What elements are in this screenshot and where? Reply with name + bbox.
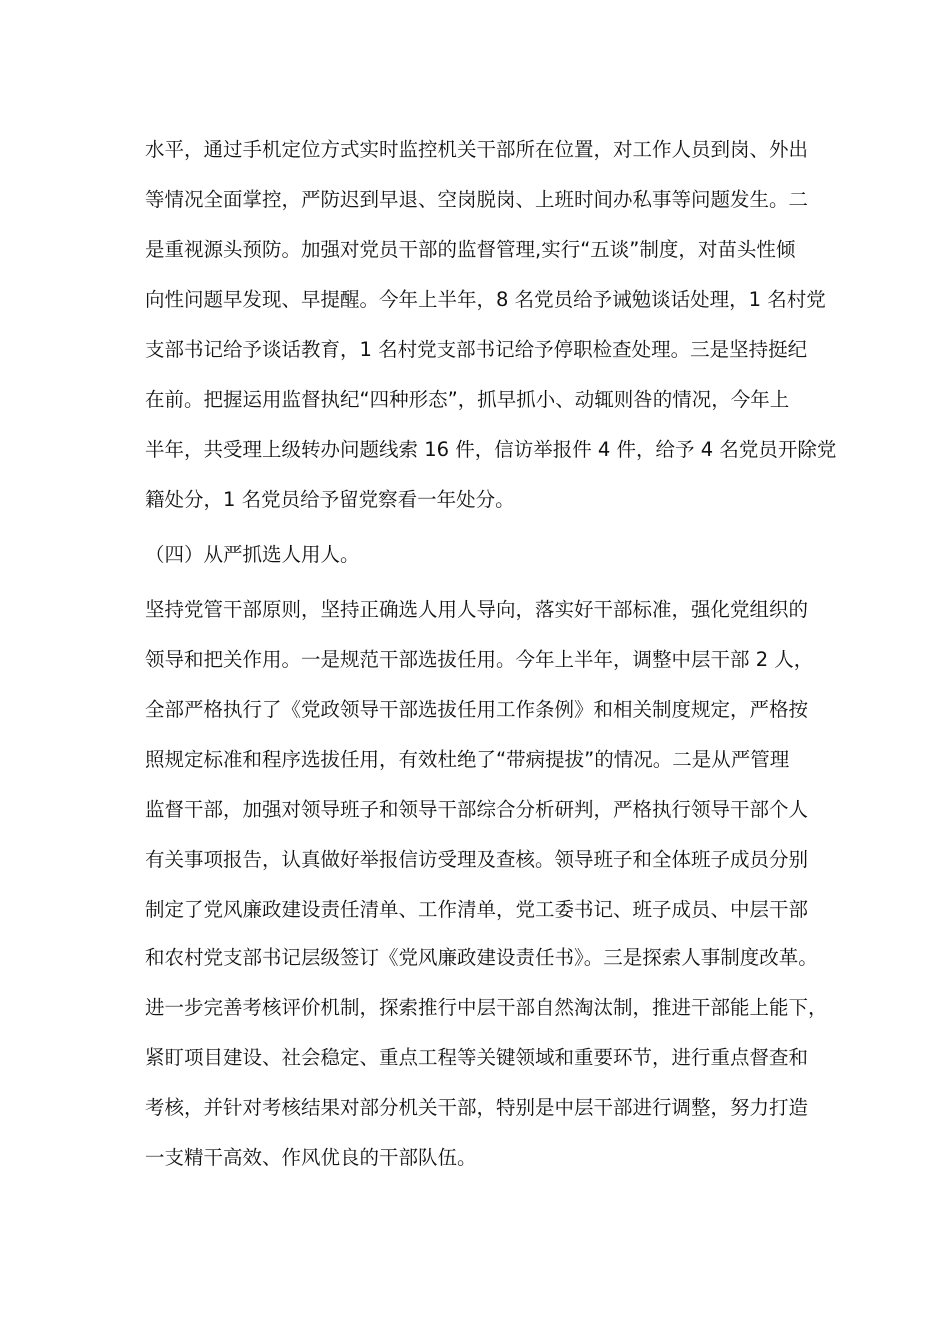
text-line: 支部书记给予谈话教育，1 名村党支部书记给予停职检查处理。三是坚持挺纪 xyxy=(145,338,808,361)
section-heading: （四）从严抓选人用人。 xyxy=(145,543,360,566)
text-line: 坚持党管干部原则，坚持正确选人用人导向，落实好干部标准，强化党组织的 xyxy=(145,598,809,621)
text-line: 半年，共受理上级转办问题线索 16 件，信访举报件 4 件，给予 4 名党员开除党 xyxy=(145,438,837,461)
text-line: 和农村党支部书记层级签订《党风廉政建设责任书》。三是探索人事制度改革。 xyxy=(145,946,818,969)
text-line: 籍处分，1 名党员给予留党察看一年处分。 xyxy=(145,488,515,511)
text-line: 是重视源头预防。加强对党员干部的监督管理,实行“五谈”制度，对苗头性倾 xyxy=(145,238,796,261)
text-line: 等情况全面掌控，严防迟到早退、空岗脱岗、上班时间办私事等问题发生。二 xyxy=(145,188,809,211)
text-line: 领导和把关作用。一是规范干部选拔任用。今年上半年，调整中层干部 2 人， xyxy=(145,648,814,671)
text-line: 有关事项报告，认真做好举报信访受理及查核。领导班子和全体班子成员分别 xyxy=(145,848,809,871)
text-line: 一支精干高效、作风优良的干部队伍。 xyxy=(145,1146,477,1169)
text-line: 考核，并针对考核结果对部分机关干部，特别是中层干部进行调整，努力打造 xyxy=(145,1096,809,1119)
text-line: 向性问题早发现、早提醒。今年上半年，8 名党员给予诫勉谈话处理，1 名村党 xyxy=(145,288,826,311)
text-line: 全部严格执行了《党政领导干部选拔任用工作条例》和相关制度规定，严格按 xyxy=(145,698,809,721)
text-line: 紧盯项目建设、社会稳定、重点工程等关键领域和重要环节，进行重点督查和 xyxy=(145,1046,809,1069)
text-line: 在前。把握运用监督执纪“四种形态”，抓早抓小、动辄则咎的情况，今年上 xyxy=(145,388,790,411)
text-line: 进一步完善考核评价机制，探索推行中层干部自然淘汰制，推进干部能上能下， xyxy=(145,996,828,1019)
text-line: 水平，通过手机定位方式实时监控机关干部所在位置，对工作人员到岗、外出 xyxy=(145,138,809,161)
text-line: 监督干部，加强对领导班子和领导干部综合分析研判，严格执行领导干部个人 xyxy=(145,798,809,821)
text-line: 制定了党风廉政建设责任清单、工作清单，党工委书记、班子成员、中层干部 xyxy=(145,898,809,921)
text-line: 照规定标准和程序选拔任用，有效杜绝了“带病提拔”的情况。二是从严管理 xyxy=(145,748,790,771)
